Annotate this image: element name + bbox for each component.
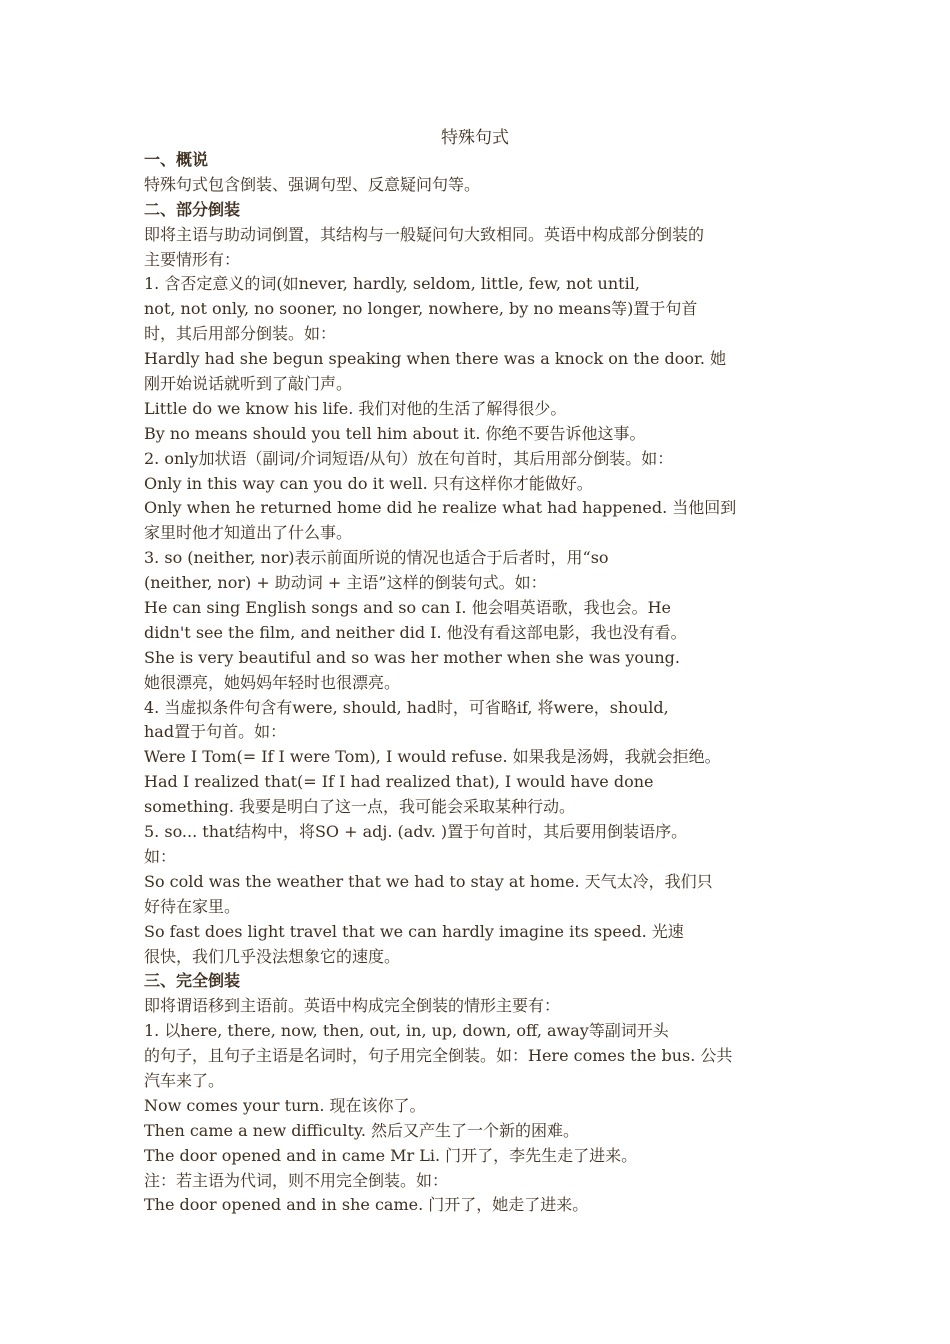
section-heading: 二、部分倒装 [144,199,241,219]
text-line: 的句子，且句子主语是名词时，句子用完全倒装。如：Here comes the bus. 公共 [144,1046,733,1066]
text-line: Then came a new difficulty. 然后又产生了一个新的困难。 [144,1120,579,1140]
text-line: 即将谓语移到主语前。英语中构成完全倒装的情形主要有： [144,996,561,1016]
text-line: had置于句首。如： [144,722,287,742]
text-line: 主要情形有： [144,249,241,269]
text-line: (neither, nor) + 助动词 + 主语”这样的倒装句式。如： [144,573,547,593]
text-line: 2. only加状语（副词/介词短语/从句）放在句首时，其后用部分倒装。如： [144,448,674,468]
text-line: 很快，我们几乎没法想象它的速度。 [144,946,401,966]
text-line: So cold was the weather that we had to stay at home. 天气太冷，我们只 [144,871,713,891]
text-line: 如： [144,846,177,866]
text-line: Were I Tom(= If I were Tom), I would refuse. 如果我是汤姆，我就会拒绝。 [144,747,721,767]
text-line: The door opened and in she came. 门开了，她走了进来。 [144,1195,589,1215]
text-line: Only when he returned home did he realize what had happened. 当他回到 [144,498,737,518]
doc-title: 特殊句式 [441,128,509,148]
text-line: Hardly had she begun speaking when there was a knock on the door. 她 [144,349,727,369]
text-line: So fast does light travel that we can hardly imagine its speed. 光速 [144,921,684,941]
section-heading: 一、概说 [144,150,209,169]
text-line: 特殊句式包含倒装、强调句型、反意疑问句等。 [144,174,481,194]
text-line: 4. 当虚拟条件句含有were, should, had时，可省略if, 将were，should, [144,697,669,717]
text-line: Now comes your turn. 现在该你了。 [144,1095,426,1115]
section-heading: 三、完全倒装 [144,971,241,991]
text-line: 3. so (neither, nor)表示前面所说的情况也适合于后者时，用“so [144,548,609,568]
text-line: 1. 以here, there, now, then, out, in, up, down, off, away等副词开头 [144,1021,669,1041]
text-line: Little do we know his life. 我们对他的生活了解得很少。 [144,398,567,418]
text-line: 即将主语与助动词倒置，其结构与一般疑问句大致相同。英语中构成部分倒装的 [144,224,705,244]
text-line: not, not only, no sooner, no longer, nowhere, by no means等)置于句首 [144,299,698,319]
text-line: Only in this way can you do it well. 只有这样你才能做好。 [144,473,593,493]
text-line: 家里时他才知道出了什么事。 [144,523,353,543]
text-line: She is very beautiful and so was her mother when she was young. [144,647,680,667]
text-line: 时，其后用部分倒装。如： [144,324,337,344]
text-line: By no means should you tell him about it. 你绝不要告诉他这事。 [144,423,646,443]
text-line: 1. 含否定意义的词(如never, hardly, seldom, little, few, not until, [144,274,640,294]
text-line: Had I realized that(= If I had realized that), I would have done [144,772,654,792]
text-line: 5. so... that结构中，将SO + adj. (adv. )置于句首时，其后要用倒装语序。 [144,822,688,842]
doc-body [144,148,834,1218]
text-line: 她很漂亮，她妈妈年轻时也很漂亮。 [144,672,401,692]
text-line: 注：若主语为代词，则不用完全倒装。如： [144,1170,449,1190]
text-line: He can sing English songs and so can I. 他会唱英语歌，我也会。He [144,598,672,618]
text-line: 刚开始说话就听到了敲门声。 [144,374,353,394]
text-line: The door opened and in came Mr Li. 门开了，李先生走了进来。 [144,1145,638,1165]
text-line: something. 我要是明白了这一点，我可能会采取某种行动。 [144,797,576,817]
text-line: didn't see the film, and neither did I. 他没有看这部电影，我也没有看。 [144,622,687,642]
text-line: 好待在家里。 [144,896,241,916]
text-line: 汽车来了。 [144,1070,225,1090]
